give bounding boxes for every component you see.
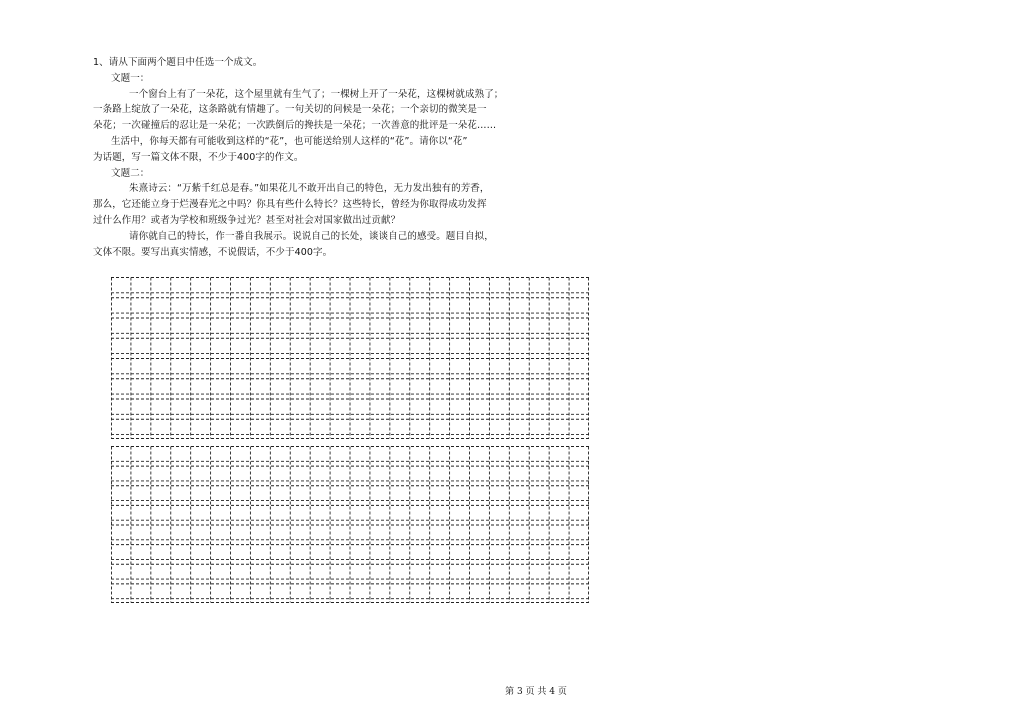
topic2-prompt: 文体不限。要写出真实情感，不说假话，不少于400字。 — [93, 246, 333, 258]
writing-grid-block-1[interactable] — [111, 277, 589, 439]
topic1-line: 朵花；一次碰撞后的忍让是一朵花；一次跌倒后的搀扶是一朵花；一次善意的批评是一朵花…… — [93, 120, 497, 132]
topic1-prompt: 为话题，写一篇文体不限，不少于400字的作文。 — [93, 151, 304, 163]
topic2-line: 朱熹诗云：“万紫千红总是春。”如果花儿不敢开出自己的特色，无力发出独有的芳香， — [129, 183, 490, 195]
topic2-label: 文题二： — [111, 167, 150, 179]
topic1-label: 文题一： — [111, 72, 150, 84]
question-title: 1、请从下面两个题目中任选一个成文。 — [93, 57, 263, 68]
page-number: 第 3 页 共 4 页 — [505, 687, 567, 697]
topic2-prompt: 请你就自己的特长，作一番自我展示。说说自己的长处，谈谈自己的感受。题目自拟， — [129, 230, 494, 242]
topic2-line: 过什么作用？或者为学校和班级争过光？甚至对社会对国家做出过贡献？ — [93, 214, 401, 226]
topic1-line: 一条路上绽放了一朵花，这条路就有情趣了。一句关切的问候是一朵花；一个亲切的微笑是一 — [93, 104, 487, 116]
topic1-line: 一个窗台上有了一朵花，这个屋里就有生气了；一棵树上开了一朵花，这棵树就成熟了； — [129, 88, 504, 100]
topic2-line: 那么，它还能立身于烂漫春光之中吗？你具有些什么特长？这些特长，曾经为你取得成功发挥 — [93, 199, 487, 211]
writing-grid-block-2[interactable] — [111, 446, 589, 603]
question-text — [93, 55, 533, 260]
topic1-prompt: 生活中，你每天都有可能收到这样的“花”，也可能送给别人这样的“花”。请你以“花” — [111, 135, 468, 147]
